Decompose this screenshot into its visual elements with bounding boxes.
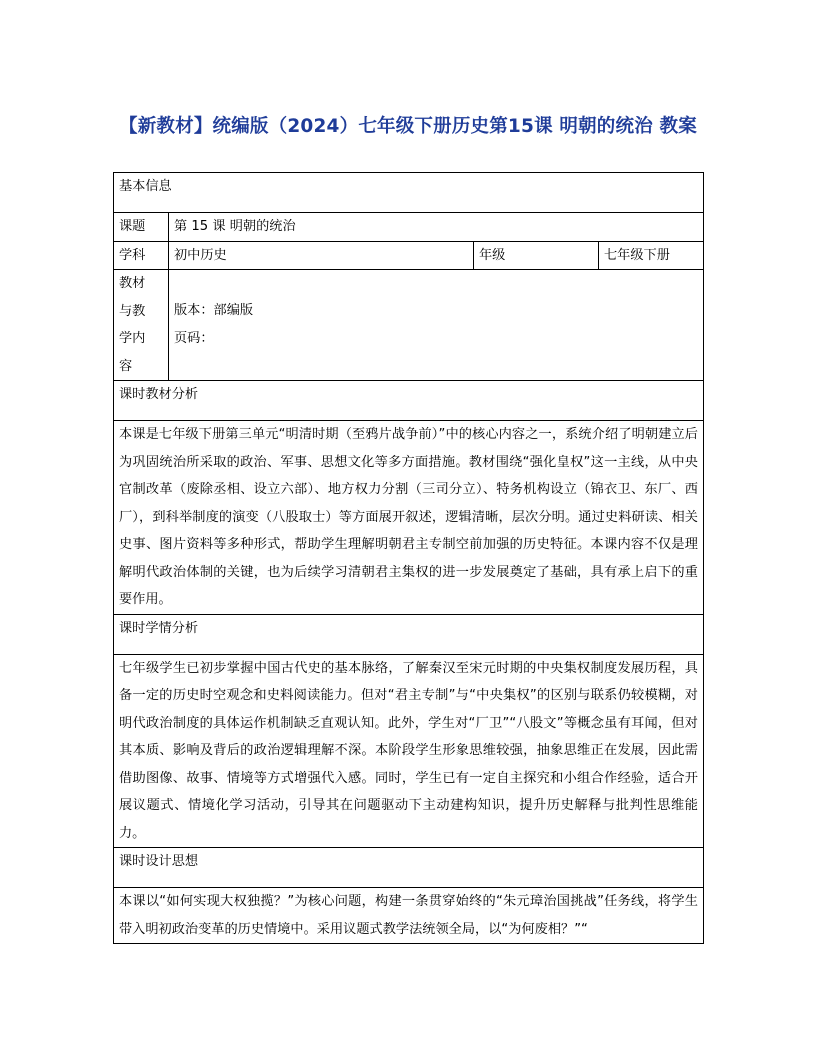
textbook-analysis-text: 本课是七年级下册第三单元“明清时期（至鸦片战争前）”中的核心内容之一，系统介绍了明朝建立后为巩固统治所采取的政治、军事、思想文化等多方面措施。教材围绕“强化皇权”这一主线，从中央官制改革（废除丞相、设立六部）、地方权力分割（三司分立）、特务机构设立（锦衣卫、东厂、西厂），到科举制度的演变（八股取士）等方面展开叙述，逻辑清晰，层次分明。通过史料研读、相关史事、图片资料等多种形式，帮助学生理解明朝君主专制空前加强的历史特征。本课内容不仅是理解明代政治体制的关键，也为后续学习清朝君主集权的进一步发展奠定了基础，具有承上启下的重要作用。 <box>114 421 704 615</box>
design-row <box>114 888 704 944</box>
design-text: 本课以“如何实现大权独揽？”为核心问题，构建一条贯穿始终的“朱元璋治国挑战”任务线，将学生带入明初政治变革的历史情境中。采用议题式教学法统领全局，以“为何废相？”“ <box>114 888 704 944</box>
version-line: 版本：部编版 <box>174 303 254 318</box>
subject-row <box>114 241 704 270</box>
design-header: 课时设计思想 <box>114 848 704 888</box>
lesson-plan-table <box>113 172 704 944</box>
lesson-row <box>114 213 704 242</box>
page-line: 页码： <box>174 330 214 346</box>
material-label-line: 与教 <box>119 303 146 319</box>
material-label <box>114 270 169 381</box>
grade-label: 年级 <box>474 241 599 270</box>
material-value <box>169 270 704 381</box>
material-label-line: 学内 <box>119 331 146 346</box>
basic-info-row <box>114 173 704 213</box>
student-analysis-text: 七年级学生已初步掌握中国古代史的基本脉络，了解秦汉至宋元时期的中央集权制度发展历程，具备一定的历史时空观念和史料阅读能力。但对“君主专制”与“中央集权”的区别与联系仍较模糊，对明代政治制度的具体运作机制缺乏直观认知。此外，学生对“厂卫”“八股文”等概念虽有耳闻，但对其本质、影响及背后的政治逻辑理解不深。本阶段学生形象思维较强，抽象思维正在发展，因此需借助图像、故事、情境等方式增强代入感。同时，学生已有一定自主探究和小组合作经验，适合开展议题式、情境化学习活动，引导其在问题驱动下主动建构知识，提升历史解释与批判性思维能力。 <box>114 654 704 848</box>
student-analysis-row <box>114 654 704 848</box>
lesson-label: 课题 <box>114 213 169 242</box>
subject-label: 学科 <box>114 241 169 270</box>
lesson-value: 第 15 课 明朝的统治 <box>169 213 704 242</box>
material-label-line: 教材 <box>119 276 146 291</box>
student-analysis-header-row <box>114 614 704 654</box>
design-header-row <box>114 848 704 888</box>
grade-value: 七年级下册 <box>599 241 704 270</box>
textbook-analysis-row <box>114 421 704 615</box>
textbook-analysis-header-row <box>114 381 704 421</box>
document-title: 【新教材】统编版（2024）七年级下册历史第15课 明朝的统治 教案 <box>119 116 697 137</box>
textbook-analysis-header: 课时教材分析 <box>114 381 704 421</box>
material-row <box>114 270 704 381</box>
subject-value: 初中历史 <box>169 241 474 270</box>
basic-info-header: 基本信息 <box>114 173 704 213</box>
student-analysis-header: 课时学情分析 <box>114 614 704 654</box>
material-label-line: 容 <box>119 358 133 374</box>
